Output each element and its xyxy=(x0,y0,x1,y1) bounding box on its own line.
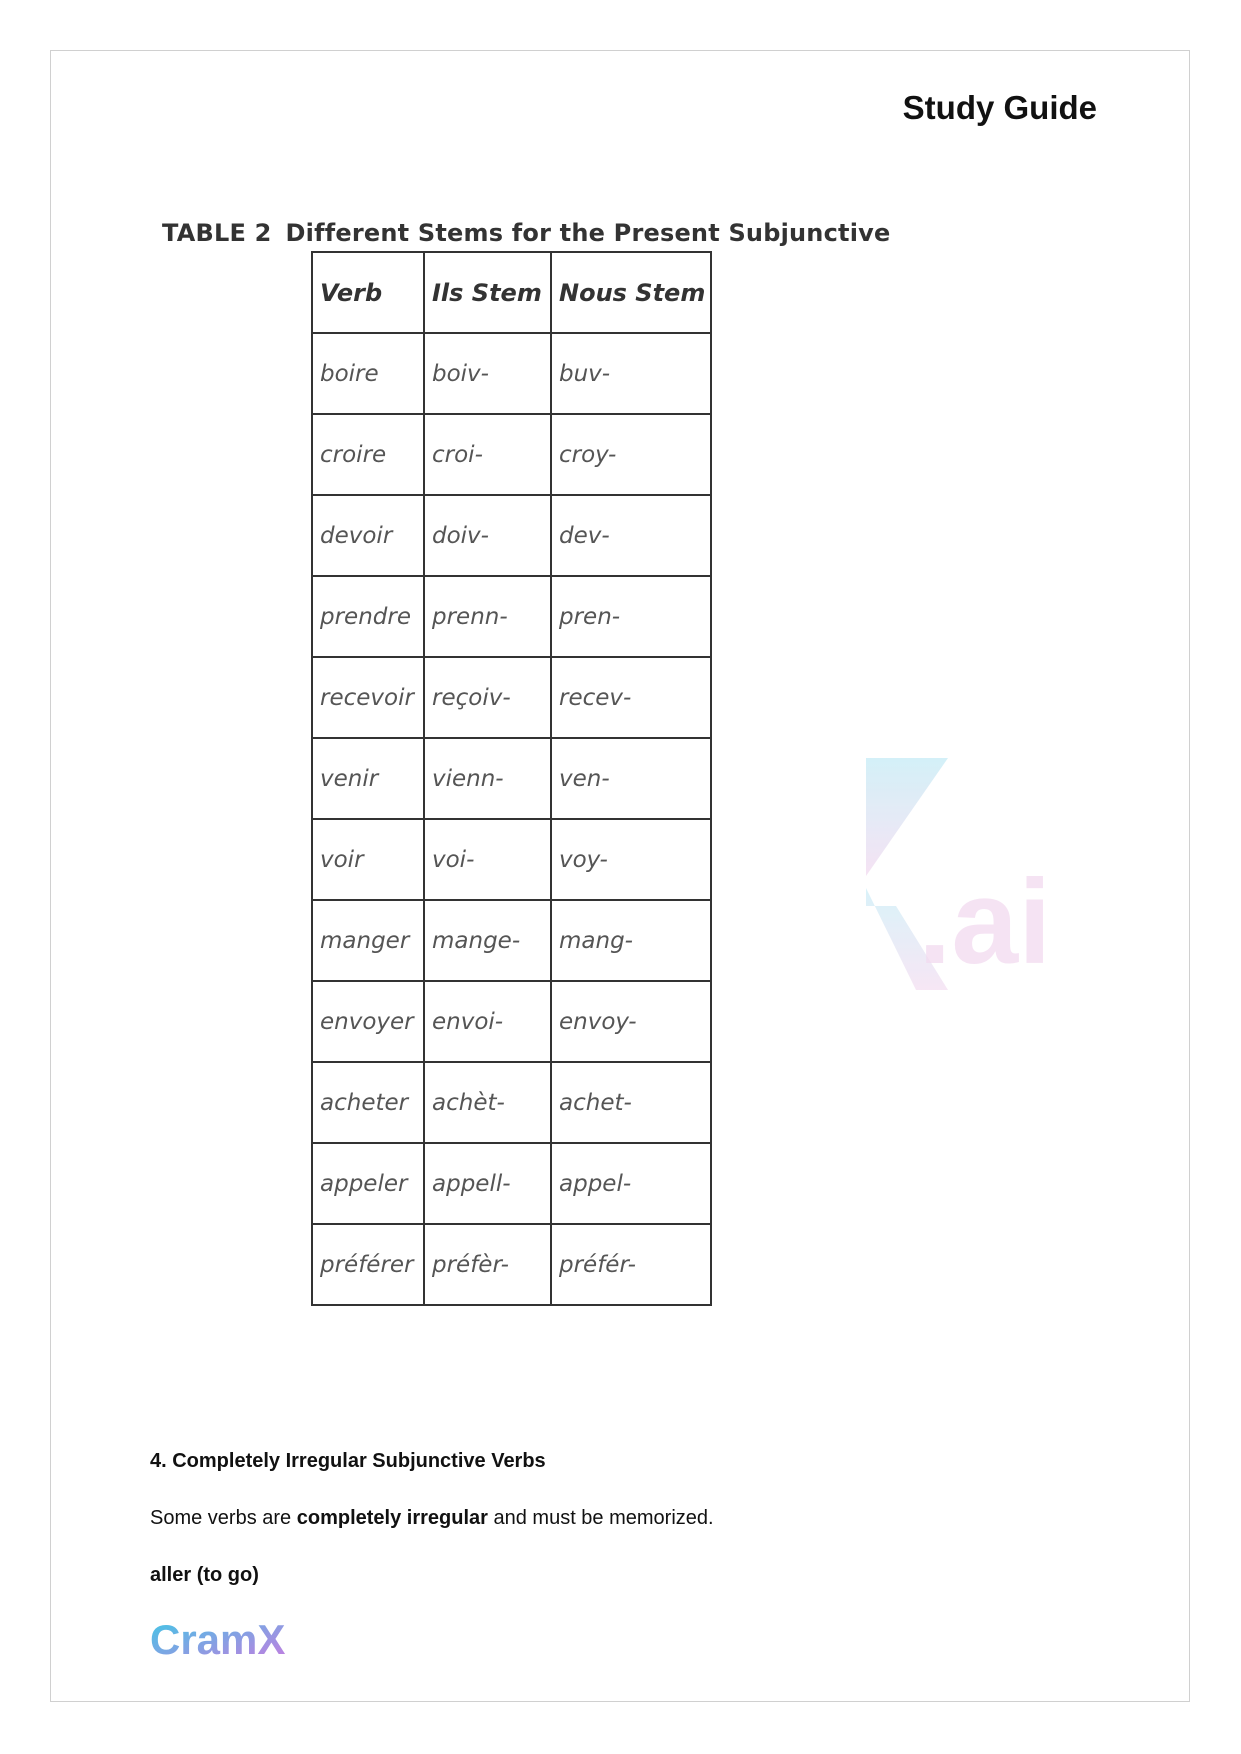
table-header-row xyxy=(312,252,711,333)
verb-heading: aller (to go) xyxy=(150,1564,259,1586)
header-ils-stem: Ils Stem xyxy=(424,252,551,333)
ils-stem-cell: prenn- xyxy=(424,576,551,657)
ils-stem-cell: achèt- xyxy=(424,1062,551,1143)
body-text-part-2: and must be memorized. xyxy=(487,1507,714,1529)
ils-stem-cell: voi- xyxy=(424,819,551,900)
table-row xyxy=(312,981,711,1062)
kai-watermark-icon xyxy=(866,758,1086,990)
table-caption-text: Different Stems for the Present Subjunctive xyxy=(285,219,891,247)
verb-cell: manger xyxy=(312,900,424,981)
verb-cell: acheter xyxy=(312,1062,424,1143)
cramx-logo xyxy=(150,1612,300,1664)
verb-cell: appeler xyxy=(312,1143,424,1224)
page-title: Study Guide xyxy=(902,89,1097,126)
nous-stem-cell: envoy- xyxy=(551,981,711,1062)
verb-cell: prendre xyxy=(312,576,424,657)
watermark-text: .ai xyxy=(918,855,1052,989)
ils-stem-cell: envoi- xyxy=(424,981,551,1062)
table-body xyxy=(312,333,711,1305)
body-text-bold: completely irregular xyxy=(296,1507,488,1529)
header-nous-stem: Nous Stem xyxy=(551,252,711,333)
table-row xyxy=(312,819,711,900)
nous-stem-cell: pren- xyxy=(551,576,711,657)
table-row xyxy=(312,1062,711,1143)
verb-cell: envoyer xyxy=(312,981,424,1062)
table-row xyxy=(312,333,711,414)
body-text-part-1: Some verbs are xyxy=(150,1507,297,1529)
table-row xyxy=(312,900,711,981)
table-caption-label: TABLE 2 xyxy=(162,219,272,247)
table-row xyxy=(312,738,711,819)
table-row xyxy=(312,414,711,495)
verb-cell: voir xyxy=(312,819,424,900)
nous-stem-cell: ven- xyxy=(551,738,711,819)
table-row xyxy=(312,576,711,657)
ils-stem-cell: préfèr- xyxy=(424,1224,551,1305)
nous-stem-cell: préfér- xyxy=(551,1224,711,1305)
nous-stem-cell: buv- xyxy=(551,333,711,414)
nous-stem-cell: recev- xyxy=(551,657,711,738)
nous-stem-cell: dev- xyxy=(551,495,711,576)
verb-cell: devoir xyxy=(312,495,424,576)
ils-stem-cell: reçoiv- xyxy=(424,657,551,738)
nous-stem-cell: voy- xyxy=(551,819,711,900)
table-row xyxy=(312,1224,711,1305)
nous-stem-cell: mang- xyxy=(551,900,711,981)
stems-table xyxy=(311,251,712,1306)
ils-stem-cell: appell- xyxy=(424,1143,551,1224)
header-verb: Verb xyxy=(312,252,424,333)
section-heading: 4. Completely Irregular Subjunctive Verbs xyxy=(150,1450,546,1472)
nous-stem-cell: appel- xyxy=(551,1143,711,1224)
nous-stem-cell: croy- xyxy=(551,414,711,495)
verb-cell: venir xyxy=(312,738,424,819)
table-row xyxy=(312,657,711,738)
verb-cell: préférer xyxy=(312,1224,424,1305)
ils-stem-cell: boiv- xyxy=(424,333,551,414)
table-caption xyxy=(162,219,890,247)
table-row xyxy=(312,1143,711,1224)
verb-cell: recevoir xyxy=(312,657,424,738)
nous-stem-cell: achet- xyxy=(551,1062,711,1143)
verb-cell: croire xyxy=(312,414,424,495)
ils-stem-cell: doiv- xyxy=(424,495,551,576)
ils-stem-cell: croi- xyxy=(424,414,551,495)
verb-cell: boire xyxy=(312,333,424,414)
logo-text: CramX xyxy=(150,1616,286,1663)
ils-stem-cell: vienn- xyxy=(424,738,551,819)
body-paragraph xyxy=(150,1507,714,1530)
ils-stem-cell: mange- xyxy=(424,900,551,981)
table-row xyxy=(312,495,711,576)
